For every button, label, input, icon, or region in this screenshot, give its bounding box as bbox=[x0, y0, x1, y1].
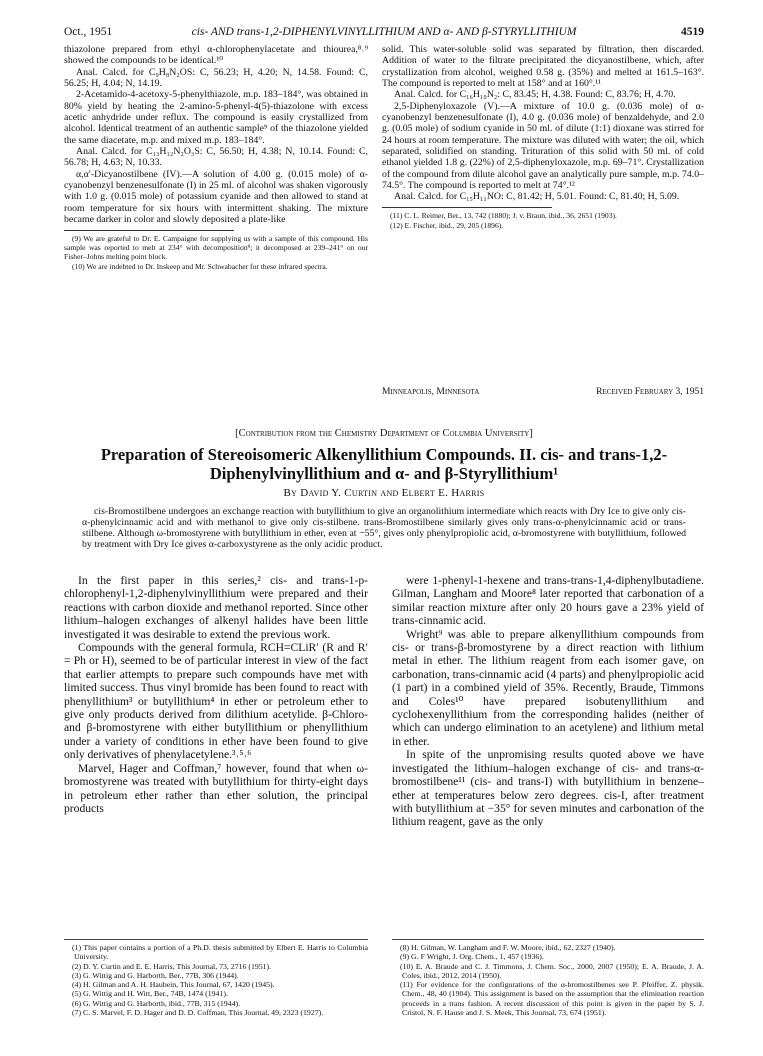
footnote-rule bbox=[64, 230, 234, 231]
footnote: (3) G. Wittig and G. Harborth, Ber., 77B, 306 (1944). bbox=[72, 970, 239, 980]
footnote-rule bbox=[64, 939, 368, 940]
footnote: (11) For evidence for the configurations of the α-bromostilbenes see P. Pfeiffer, Z. physik. Chem., 48, 40 (1904). This assignment is based on the assumption that the elimination reaction proceeds in a trans fashion. A recent discussion of this point is given in the paper by S. J. Cristol, N. F. Hause and J. S. Meek, This Journal, 73, 674 (1951). bbox=[400, 980, 704, 1018]
paragraph: Anal. Calcd. for C₁₆H₁₀N₂: C, 83.45; H, 4.38. Found: C, 83.76; H, 4.70. bbox=[394, 89, 676, 101]
paragraph: In the first paper in this series,² cis- and trans-1-p-chlorophenyl-1,2-diphenylvinyllithium were prepared and their reactions with carbon dioxide and methanol reported. Since other lithium–halogen exchanges of alkenyl halides have been little investigated it was desirable to extend the previous work. bbox=[64, 574, 368, 641]
footnote: (7) C. S. Marvel, F. D. Hager and D. D. Coffman, This Journal, 49, 2323 (1927). bbox=[72, 1008, 324, 1018]
body-right-column bbox=[392, 574, 704, 829]
paragraph: α,α′-Dicyanostilbene (IV).—A solution of 4.00 g. (0.015 mole) of α-cyanobenzyl benzenesulfonate (I) in 25 ml. of alcohol was shaken vigorously with 1.0 g. (0.015 mole) of potassium cyanide and then allowed to stand at room temperature for six hours with intermittent shaking. The mixture became darker in color and slowly deposited a plate-like bbox=[64, 168, 368, 226]
paragraph: 2,5-Diphenyloxazole (V).—A mixture of 10.0 g. (0.036 mole) of α-cyanobenzyl benzenesulfonate (I), 4.0 g. (0.036 mole) of benzaldehyde, and 2.0 g. (0.05 mole) of sodium cyanide in 50 ml. of dilute (1:1) dioxane was stirred for 24 hours at room temperature. The mixture was diluted with water; the oil, which separated, solidified on standing. Trituration of this solid with 50 ml. of cold ethanol yielded 1.8 g. (22%) of 2,5-diphenyloxazole, m.p. 69–71°. Crystallization of the compound from dilute alcohol gave an analytically pure sample, m.p. 74.0–74.5°. The compound is reported to melt at 74°.¹² bbox=[382, 100, 704, 192]
authors: By David Y. Curtin and Elbert E. Harris bbox=[283, 487, 485, 499]
footnote: (8) H. Gilman, W. Langham and F. W. Moore, ibid., 62, 2327 (1940). bbox=[400, 943, 616, 952]
paragraph: 2-Acetamido-4-acetoxy-5-phenylthiazole, m.p. 183–184°, was obtained in 80% yield by heating the 2-amino-5-phenyl-4(5)-thiazolone with excess acetic anhydride under reflux. The compound is easily crystallized from alcohol. Identical treatment of an authentic sample⁹ of the thiazolone yielded the same diacetate, m.p. and mixed m.p. 183–184°. bbox=[64, 89, 368, 146]
paragraph: Anal. Calcd. for C₉H₈N₂OS: C, 56.23; H, 4.20; N, 14.58. Found: C, 56.25; H, 4.04; N, 14.19. bbox=[64, 66, 368, 90]
running-header bbox=[64, 26, 704, 42]
footnote: (1) This paper contains a portion of a Ph.D. thesis submitted by Elbert E. Harris to Columbia University. bbox=[72, 943, 368, 962]
header-title: cis- AND trans-1,2-DIPHENYLVINYLLITHIUM AND α- AND β-STYRYLLITHIUM bbox=[191, 26, 577, 38]
footnote: (10) E. A. Braude and C. J. Timmons, J. Chem. Soc., 2000, 2007 (1950); E. A. Braude, J. A. Coles, ibid., 2012, 2014 (1950). bbox=[400, 961, 704, 980]
paragraph: were 1-phenyl-1-hexene and trans-trans-1,4-diphenylbutadiene. Gilman, Langham and Moore⁸ later reported that carbonation of a similar reaction mixture after only 20 hours gave a 23% yield of trans-cinnamic acid. bbox=[392, 574, 704, 628]
received-date: Received February 3, 1951 bbox=[596, 387, 704, 397]
contribution-line: [Contribution from the Chemistry Department of Columbia University] bbox=[235, 428, 533, 439]
footnote: (11) C. L. Reimer, Ber., 13, 742 (1880); J. v. Braun, ibid., 36, 2651 (1903). bbox=[390, 210, 617, 220]
footnote: (4) H. Gilman and A. H. Haubein, This Journal, 67, 1420 (1945). bbox=[72, 980, 275, 990]
paragraph: Anal. Calcd. for C₁₅H₁₁NO: C, 81.42; H, 5.01. Found: C, 81.40; H, 5.09. bbox=[394, 191, 680, 203]
paragraph: Anal. Calcd. for C₁₃H₁₂N₂O₃S: C, 56.50; H, 4.38; N, 10.14. Found: C, 56.78; H, 4.63; N, 10.33. bbox=[64, 146, 368, 169]
prev-article-left-column bbox=[64, 44, 368, 272]
footnote-rule bbox=[392, 939, 704, 940]
body-left-footnotes bbox=[64, 939, 368, 1017]
paragraph: Wright⁹ was able to prepare alkenyllithium compounds from cis- or trans-β-bromostyrene by a direct reaction with lithium metal in ether. The lithium reagent from each isomer gave, on carbonation, trans-cinnamic acid (4 parts) and phenylpropiolic acid (1 part) in a combined yield of 35%. Recently, Braude, Timmons and Coles¹⁰ have prepared isobutenyllithium and cyclohexenyllithium from the corresponding halides (neither of which can undergo elimination to an acetylene) and lithium metal in ether. bbox=[392, 627, 704, 748]
paragraph: thiazolone prepared from ethyl α-chlorophenylacetate and thiourea,⁸˒⁹ showed the compounds to be identical.¹⁰ bbox=[64, 44, 368, 67]
body-left-column bbox=[64, 574, 368, 815]
footnote: (9) We are grateful to Dr. E. Campaigne for supplying us with a sample of this compound. His sample was reported to melt at 234° with decomposition⁹; it decomposed at 239–241° on our Fisher–Johns melting point block. bbox=[64, 233, 368, 261]
footnotes bbox=[382, 211, 704, 230]
paragraph: In spite of the unpromising results quoted above we have investigated the lithium–halogen exchange of cis- and trans-α-bromostilbene¹¹ (cis- and trans-I) with butyllithium in benzene–ether at temperatures below zero degrees. cis-I, after treatment with butyllithium at −35° for seven minutes and carbonation of the lithium reagent, gave as the only bbox=[392, 748, 704, 829]
footnotes bbox=[64, 234, 368, 272]
prev-article-right-column bbox=[382, 44, 704, 231]
footnote-rule bbox=[382, 207, 552, 208]
footnote: (2) D. Y. Curtin and E. E. Harris, This Journal, 73, 2716 (1951). bbox=[72, 961, 272, 971]
paragraph: Compounds with the general formula, RCH=CLiR′ (R and R′ = Ph or H), seemed to be of particular interest in view of the fact that earlier attempts to prepare such compounds have met with limited success. Thus vinyl bromide has been found to react with phenyllithium³ or butyllithium⁴ in ether or petroleum ether to give only products derived from dilithium acetylide. β-Chloro- and β-bromostyrene with either butyllithium or phenyllithium under a variety of conditions in ether have been found to give only derivatives of phenylacetylene.³˒⁵˒⁶ bbox=[64, 641, 368, 762]
footnote: (10) We are indebted to Dr. Inskeep and Mr. Schwabacher for these infrared spectra. bbox=[72, 262, 328, 272]
footnote: (9) G. F Wright, J. Org. Chem., 1, 457 (1936). bbox=[400, 952, 544, 962]
body-right-footnotes bbox=[392, 939, 704, 1017]
footnote: (5) G. Wittig and H. Witt, Ber., 74B, 1474 (1941). bbox=[72, 989, 228, 999]
paragraph: Marvel, Hager and Coffman,⁷ however, found that when ω-bromostyrene was treated with butyllithium for thirty-eight days in petroleum ether rather than ether solution, the principal products bbox=[64, 761, 368, 815]
paragraph: solid. This water-soluble solid was separated by filtration, then discarded. Addition of water to the filtrate precipitated the dicyanostilbene, which, after crystallization from alcohol, weighed 0.58 g. (35%) and melted at 161.5–163°. The compound is reported to melt at 158° and at 160°.¹¹ bbox=[382, 44, 704, 90]
title-line: Diphenylvinyllithium and α- and β-Styryllithium¹ bbox=[209, 464, 559, 483]
header-date: Oct., 1951 bbox=[64, 26, 113, 38]
location: Minneapolis, Minnesota bbox=[382, 387, 480, 397]
article-title bbox=[64, 445, 704, 483]
title-line: Preparation of Stereoisomeric Alkenyllithium Compounds. II. cis- and trans-1,2- bbox=[100, 445, 668, 464]
footnote: (6) G. Wittig and G. Harborth, ibid., 77B, 315 (1944). bbox=[72, 998, 241, 1008]
abstract: cis-Bromostilbene undergoes an exchange reaction with butyllithium to give an organolithium intermediate which reacts with Dry Ice to give only cis-α-phenylcinnamic acid and with methanol to give only cis-stilbene. trans-Bromostilbene similarly gives only trans-α-phenylcinnamic acid or trans-stilbene. Although ω-bromostyrene with butyllithium in ether, even at −55°, gives only phenylpropiolic acid, α-bromostyrene with butyllithium, followed by treatment with Dry Ice gives α-carboxystyrene as the only acidic product. bbox=[82, 506, 686, 550]
page-number: 4519 bbox=[681, 26, 704, 38]
footnote: (12) E. Fischer, ibid., 29, 205 (1896). bbox=[390, 221, 504, 231]
